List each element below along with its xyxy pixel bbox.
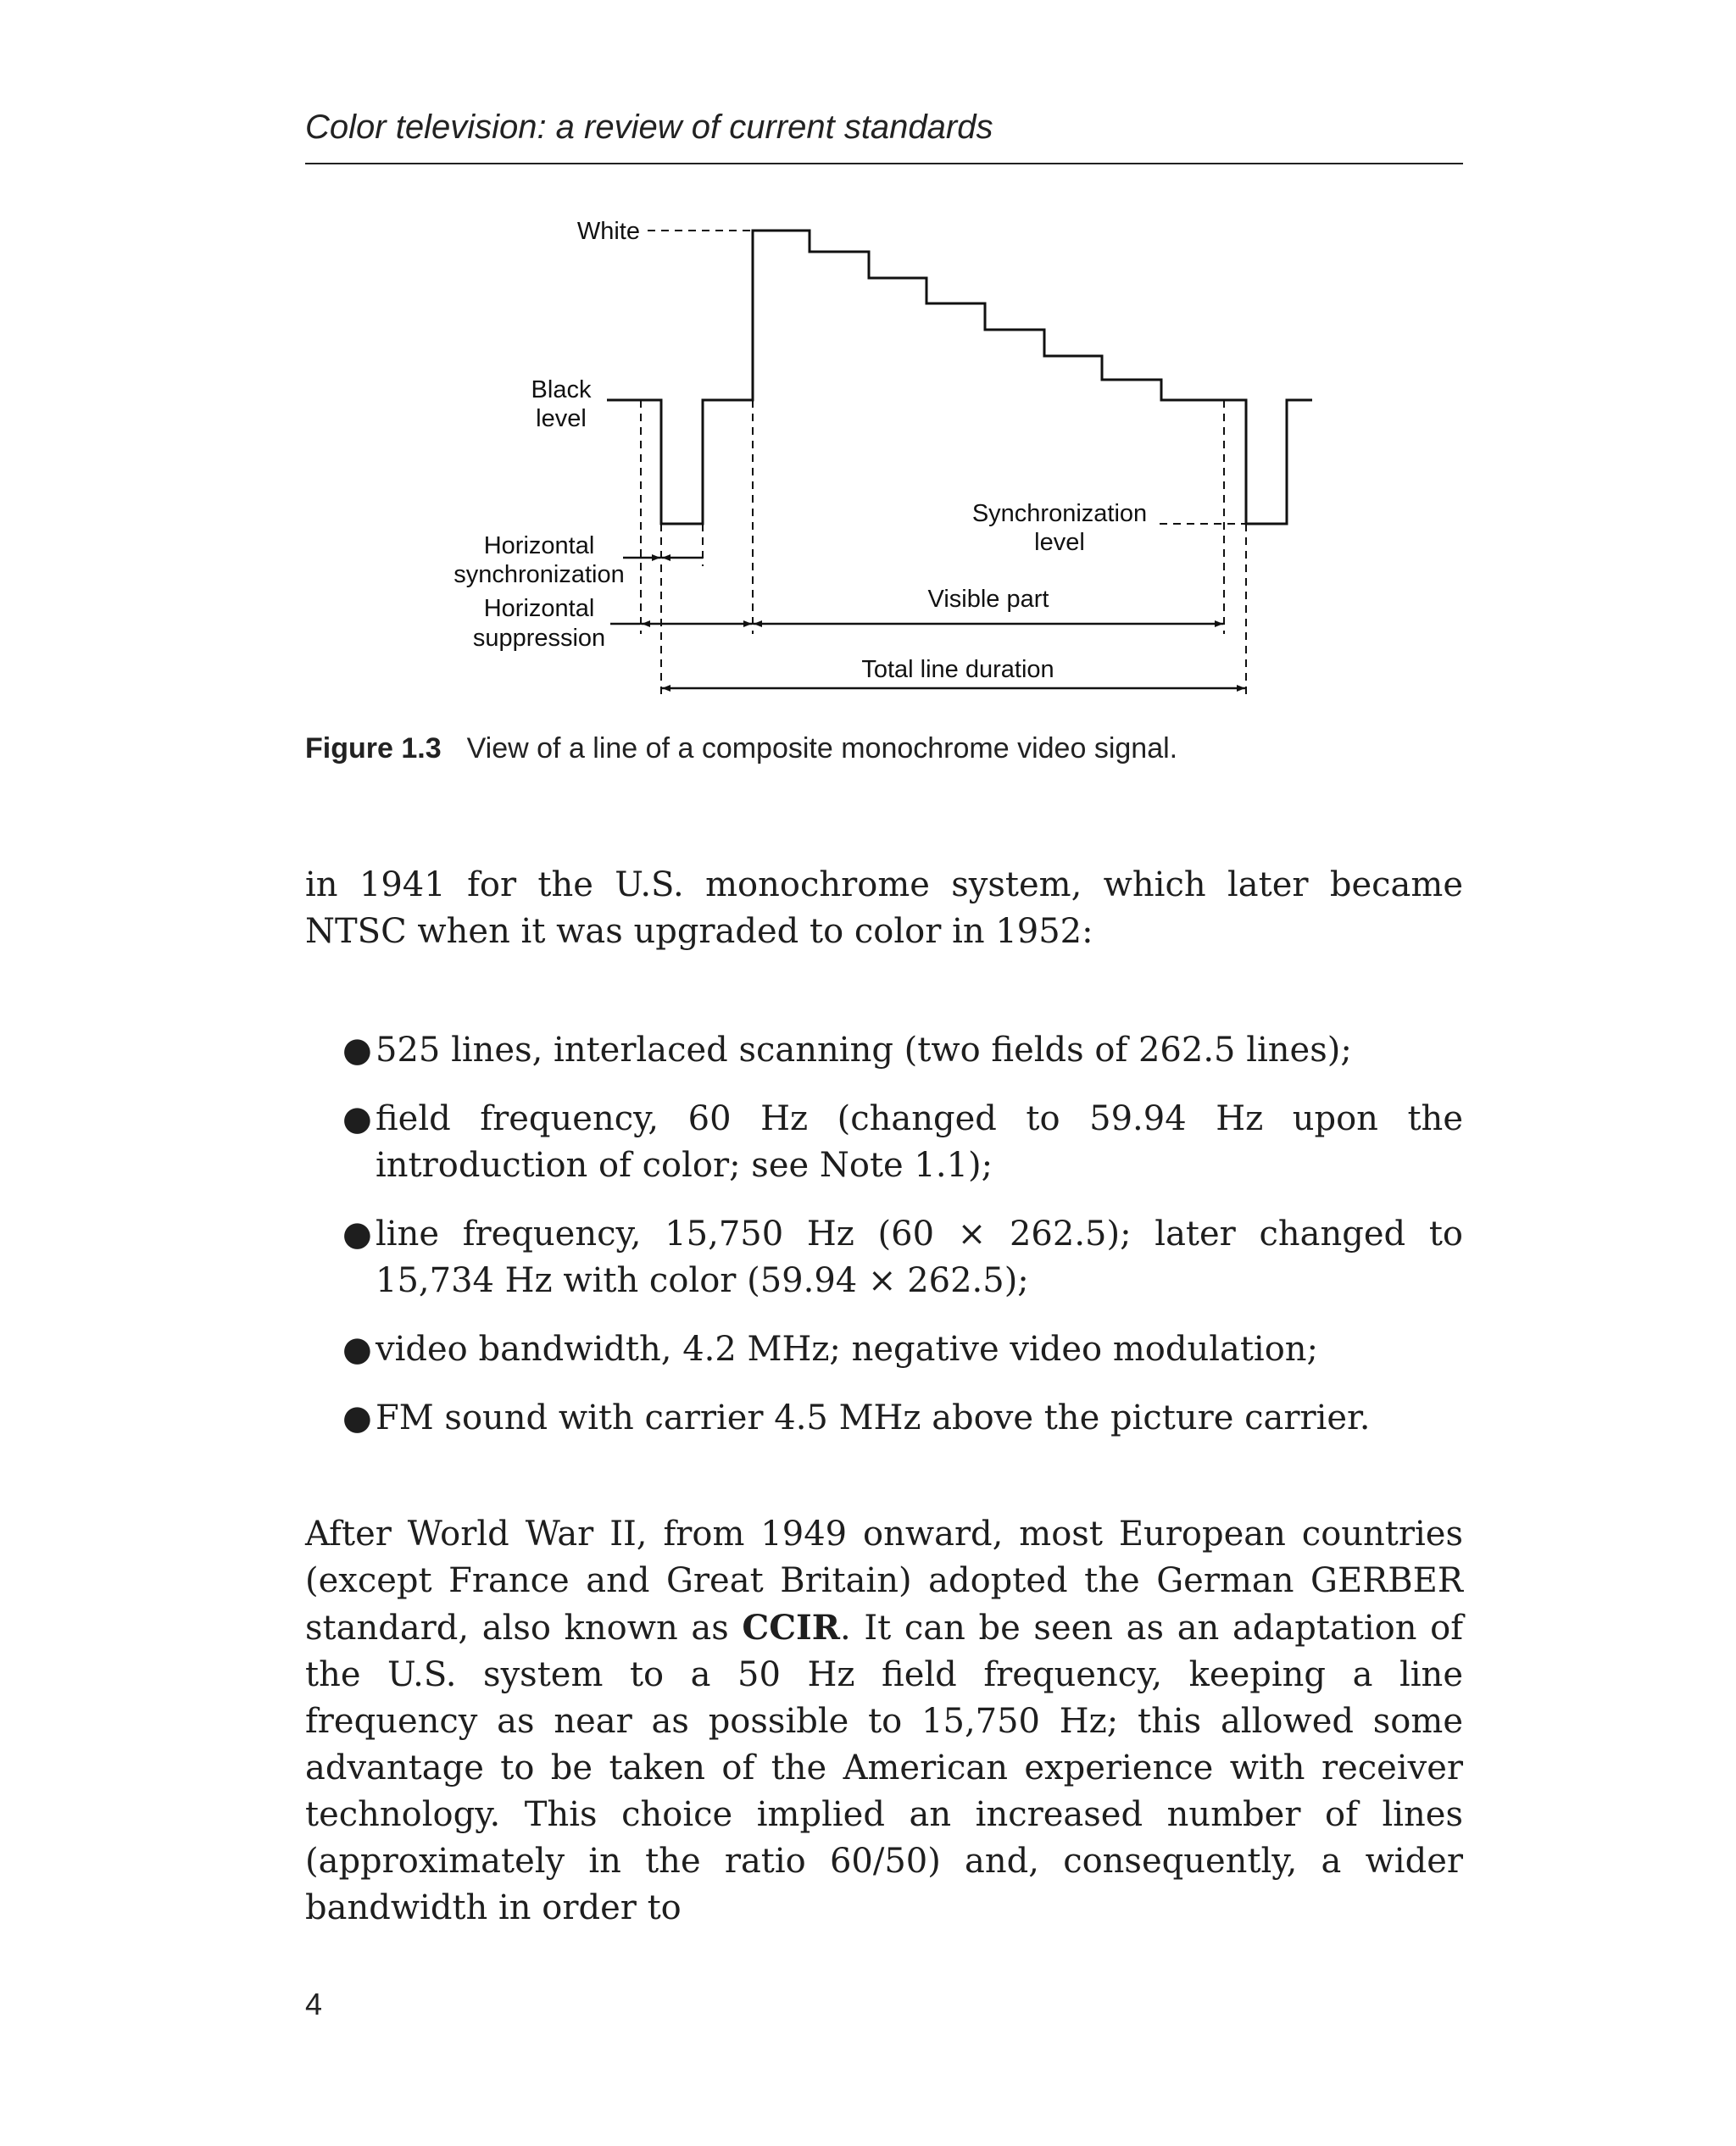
black-level-label-line1: Black [531,376,592,403]
intro-paragraph: in 1941 for the U.S. monochrome system, which later became NTSC when it was upgraded to color in 1952: [305,865,1463,951]
guide-lines [641,231,1246,700]
hsupp-label-line1: Horizontal [483,595,595,622]
list-item: ● video bandwidth, 4.2 MHz; negative video modulation; [305,1326,1463,1373]
page-number: 4 [305,1987,323,2021]
bullet-icon: ● [342,1031,372,1070]
list-item: ● FM sound with carrier 4.5 MHz above the picture carrier. [305,1395,1463,1442]
caption-text: View of a line of a composite monochrome video signal. [466,732,1178,764]
white-label: White [576,218,640,245]
bullet-icon: ● [342,1330,372,1369]
hsync-label-line2: synchronization [453,561,625,588]
body-paragraph: After World War II, from 1949 onward, most European countries (except France and Great Britain) adopted the German GERBER standard, also known as CCIR. It can be seen as an adaptation of the U.S. system to a 50 Hz field frequency, keeping a line frequency as near as possible to 15,750 Hz; this allowed some advantage to be taken of the American experience with receiver technology. This choice implied an increased number of lines (approximately in the ratio 60/50) and, consequently, a wider bandwidth in order to [305,1515,1463,1927]
bullet-icon: ● [342,1398,372,1437]
bullet-icon: ● [342,1215,372,1254]
list-item: ● field frequency, 60 Hz (changed to 59.94 Hz upon the introduction of color; see Note 1.1); [305,1096,1463,1189]
signal-waveform [607,231,1312,524]
running-title: Color television: a review of current standards [305,108,993,146]
sync-level-label-line2: level [1034,529,1085,556]
signal-diagram [0,0,1736,763]
total-duration-label: Total line duration [861,656,1054,683]
hsupp-label-line2: suppression [472,625,606,652]
sync-level-label-line1: Synchronization [971,500,1148,527]
list-item: ● line frequency, 15,750 Hz (60 × 262.5); later changed to 15,734 Hz with color (59.94 × 262.5); [305,1211,1463,1304]
spec-list [305,1027,1463,1464]
figure-caption [305,729,1463,768]
caption-label: Figure 1.3 [305,732,442,764]
figure-video-signal [0,0,1736,763]
list-item: ● 525 lines, interlaced scanning (two fields of 262.5 lines); [305,1027,1463,1074]
black-level-label-line2: level [536,405,587,432]
bullet-icon: ● [342,1099,372,1138]
visible-part-label: Visible part [927,586,1049,613]
hsync-label-line1: Horizontal [483,532,595,559]
ccir-term: CCIR [742,1608,840,1648]
